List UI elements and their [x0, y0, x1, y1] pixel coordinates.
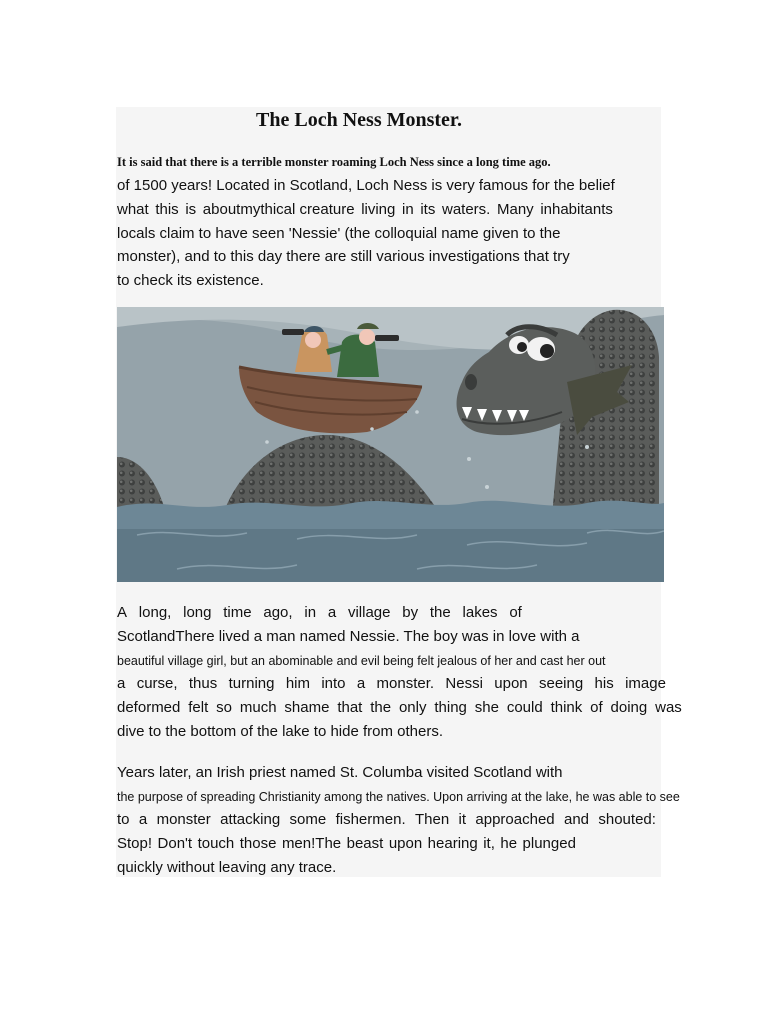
word: those	[239, 835, 277, 852]
word: seeing	[539, 675, 584, 692]
word: in	[402, 201, 414, 218]
word: could	[506, 699, 543, 716]
word: shouted:	[598, 811, 656, 828]
word: long	[183, 604, 212, 621]
word: him	[285, 675, 310, 692]
word: only	[398, 699, 427, 716]
paragraph3-line3	[117, 810, 656, 830]
word: what	[117, 201, 149, 218]
word: image	[625, 675, 666, 692]
word: village	[347, 604, 391, 621]
word: waters.	[441, 201, 491, 218]
word: Nessi	[445, 675, 483, 692]
word: aboutmythical creature	[202, 201, 355, 218]
word: men!The	[281, 835, 342, 852]
word: some	[289, 811, 327, 828]
paragraph2-line5	[117, 698, 682, 718]
word: in	[304, 604, 317, 621]
word: by	[402, 604, 419, 621]
paragraph3-line5: quickly without leaving any trace.	[117, 859, 337, 876]
word: doing	[610, 699, 648, 716]
word: monster.	[376, 675, 435, 692]
paragraph3-line2: the purpose of spreading Christianity among the natives. Upon arriving at the lake, he was able to see	[117, 790, 680, 804]
word: inhabitants	[540, 201, 613, 218]
word: attacking	[220, 811, 281, 828]
word: monster	[156, 811, 211, 828]
paragraph2-line4	[117, 674, 666, 694]
word: beast	[346, 835, 384, 852]
word: of	[509, 604, 522, 621]
word: thus	[188, 675, 218, 692]
paragraph2-line6: dive to the bottom of the lake to hide from others.	[117, 723, 444, 740]
paragraph2-line2: ScotlandThere lived a man named Nessie. The boy was in love with a	[117, 628, 580, 645]
word: Don't	[157, 835, 193, 852]
word: and	[563, 811, 590, 828]
word: ago,	[263, 604, 293, 621]
word: so	[216, 699, 232, 716]
word: Then	[414, 811, 450, 828]
paragraph2-line1	[117, 603, 522, 623]
word: think	[550, 699, 583, 716]
paragraph1-line1: of 1500 years! Located in Scotland, Loch Ness is very famous for the belief	[117, 177, 615, 194]
word: plunged	[522, 835, 576, 852]
word: he	[500, 835, 518, 852]
loch-ness-monster-illustration	[117, 307, 664, 582]
word: approached	[475, 811, 555, 828]
word: turning	[228, 675, 275, 692]
document-title: The Loch Ness Monster.	[256, 109, 462, 131]
lake-water	[117, 501, 664, 582]
word: Stop!	[117, 835, 153, 852]
word: is	[185, 201, 197, 218]
word: A	[117, 604, 128, 621]
word: shame	[284, 699, 330, 716]
paragraph1-line4: monster), and to this day there are still various investigations that try	[117, 248, 570, 265]
word: a	[327, 604, 337, 621]
word: upon	[494, 675, 528, 692]
word: curse,	[136, 675, 178, 692]
word: a	[117, 675, 126, 692]
intro-line: It is said that there is a terrible monster roaming Loch Ness since a long time ago.	[117, 155, 551, 169]
word: much	[239, 699, 277, 716]
word: the	[429, 604, 451, 621]
word: was	[655, 699, 682, 716]
word: thing	[434, 699, 467, 716]
word: to	[117, 811, 130, 828]
word: upon	[388, 835, 423, 852]
word: the	[370, 699, 392, 716]
word: touch	[197, 835, 235, 852]
word: it	[458, 811, 467, 828]
word: that	[337, 699, 363, 716]
word: hearing	[427, 835, 478, 852]
word: lakes	[462, 604, 498, 621]
word: it,	[483, 835, 495, 852]
word: into	[321, 675, 346, 692]
word: deformed	[117, 699, 181, 716]
paragraph3-line4	[117, 834, 576, 854]
word: living	[361, 201, 396, 218]
word: felt	[188, 699, 209, 716]
paragraph3-line1: Years later, an Irish priest named St. Columba visited Scotland with	[117, 764, 563, 781]
word: she	[474, 699, 499, 716]
paragraph1-line2	[117, 200, 613, 220]
paragraph1-line5: to check its existence.	[117, 272, 264, 289]
word: a	[356, 675, 366, 692]
word: long,	[138, 604, 172, 621]
word: fishermen.	[335, 811, 406, 828]
word: his	[594, 675, 614, 692]
word: this	[155, 201, 179, 218]
word: a	[138, 811, 148, 828]
word: Many	[496, 201, 534, 218]
word: its	[420, 201, 436, 218]
word: of	[590, 699, 603, 716]
word: time	[223, 604, 252, 621]
paragraph1-line3: locals claim to have seen 'Nessie' (the colloquial name given to the	[117, 225, 561, 242]
paragraph2-line3: beautiful village girl, but an abominable and evil being felt jealous of her and cast her out	[117, 654, 606, 668]
